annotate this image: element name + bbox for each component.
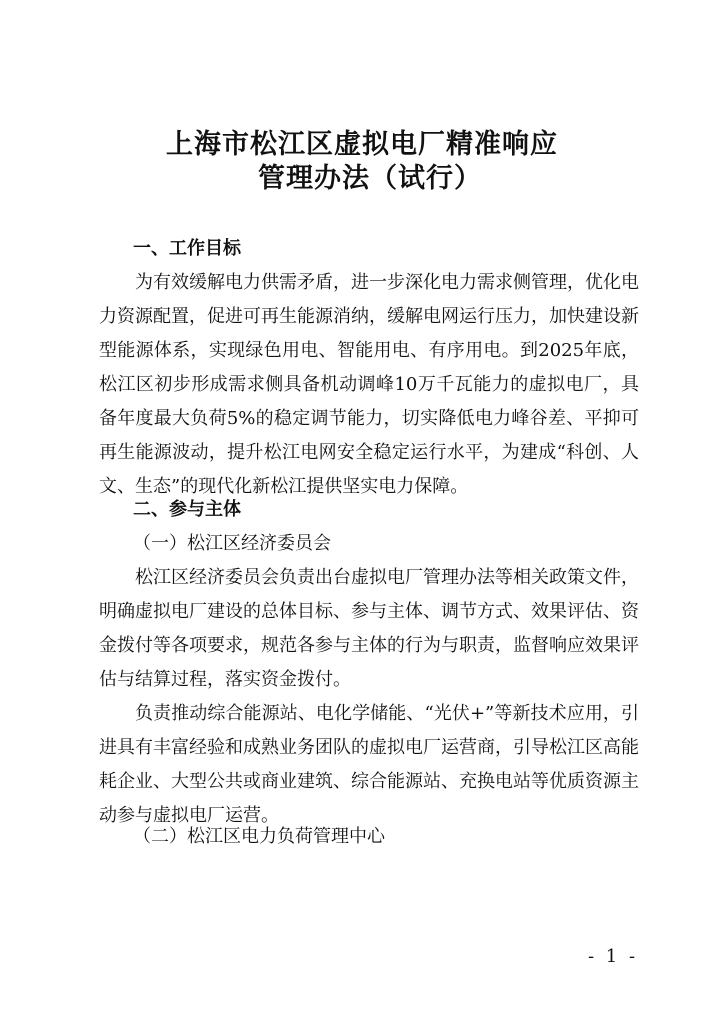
- subsection-economic-committee-body: [99, 561, 639, 833]
- paragraph-goals: 为有效缓解电力供需矛盾，进一步深化电力需求侧管理，优化电力资源配置，促进可再生能源消纳，缓解电网运行压力，加快建设新型能源体系，实现绿色用电、智能用电、有序用电。到2025年底，松江区初步形成需求侧具备机动调峰10万千瓦能力的虚拟电厂，具备年度最大负荷5%的稳定调节能力，切实降低电力峰谷差、平抑可再生能源波动，提升松江电网安全稳定运行水平，为建成“科创、人文、生态”的现代化新松江提供坚实电力保障。: [99, 272, 639, 497]
- section-heading-goals: 一、工作目标: [133, 238, 241, 259]
- paragraph-committee-duties: 松江区经济委员会负责出台虚拟电厂管理办法等相关政策文件，明确虚拟电厂建设的总体目标、参与主体、调节方式、效果评估、资金拨付等各项要求，规范各参与主体的行为与职责，监督响应效果评估与结算过程，落实资金拨付。: [99, 567, 639, 690]
- section-heading-participants: 二、参与主体: [133, 499, 241, 520]
- subsection-heading-economic-committee: （一）松江区经济委员会: [133, 533, 331, 554]
- subsection-heading-load-management-center: （二）松江区电力负荷管理中心: [133, 826, 385, 847]
- document-title-line1: 上海市松江区虚拟电厂精准响应: [166, 129, 558, 160]
- paragraph-committee-promotion: 负责推动综合能源站、电化学储能、“光伏+”等新技术应用，引进具有丰富经验和成熟业务团队的虚拟电厂运营商，引导松江区高能耗企业、大型公共或商业建筑、综合能源站、充换电站等优质资源主动参与虚拟电厂运营。: [99, 703, 639, 826]
- document-title-line2: 管理办法（试行）: [258, 163, 482, 194]
- page-number: - 1 -: [588, 946, 639, 967]
- section-goals-body: [99, 266, 639, 504]
